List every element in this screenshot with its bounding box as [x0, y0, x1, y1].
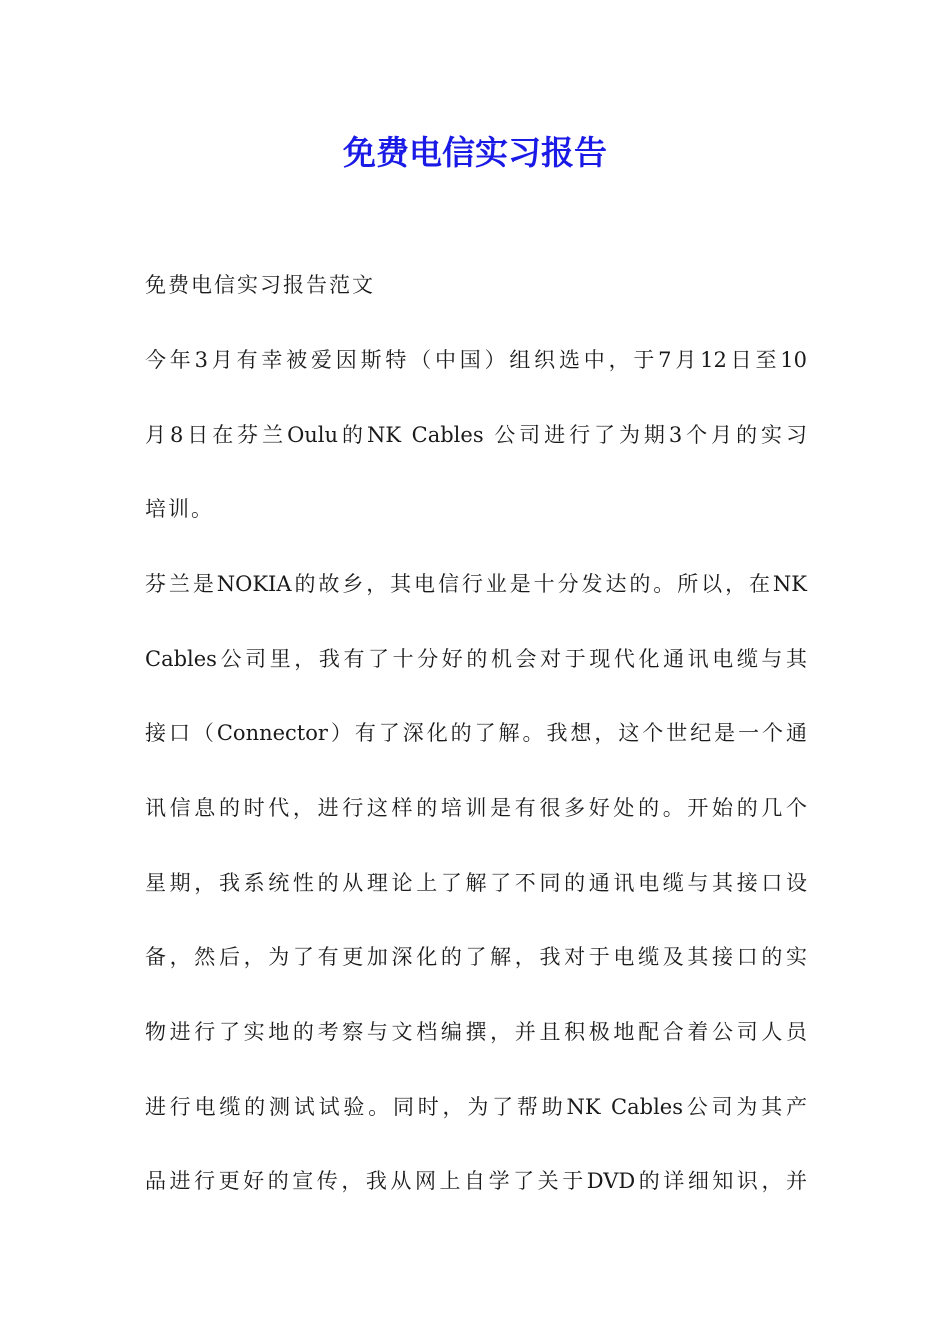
- paragraph-line: 今年3月有幸被爱因斯特（中国）组织选中，于7月12日至10: [145, 348, 807, 372]
- paragraph-line: 接口（Connector）有了深化的了解。我想，这个世纪是一个通: [145, 721, 807, 745]
- document-title: 免费电信实习报告: [343, 133, 607, 172]
- paragraph-line: 物进行了实地的考察与文档编撰，并且积极地配合着公司人员: [145, 1020, 807, 1044]
- paragraph-line: 免费电信实习报告范文: [145, 273, 375, 297]
- paragraph-line: 星期，我系统性的从理论上了解了不同的通讯电缆与其接口设: [145, 871, 807, 895]
- paragraph-line: 芬兰是NOKIA的故乡，其电信行业是十分发达的。所以，在NK: [145, 572, 807, 596]
- paragraph-line: 培训。: [145, 497, 214, 521]
- paragraph-line: 讯信息的时代，进行这样的培训是有很多好处的。开始的几个: [145, 796, 807, 820]
- paragraph-line: Cables公司里，我有了十分好的机会对于现代化通讯电缆与其: [145, 647, 807, 671]
- paragraph-line: 品进行更好的宣传，我从网上自学了关于DVD的详细知识，并: [145, 1169, 807, 1193]
- paragraph-line: 备，然后，为了有更加深化的了解，我对于电缆及其接口的实: [145, 945, 807, 969]
- paragraph-line: 月8日在芬兰Oulu的NK Cables 公司进行了为期3个月的实习: [145, 423, 807, 447]
- paragraph-line: 进行电缆的测试试验。同时，为了帮助NK Cables公司为其产: [145, 1095, 807, 1119]
